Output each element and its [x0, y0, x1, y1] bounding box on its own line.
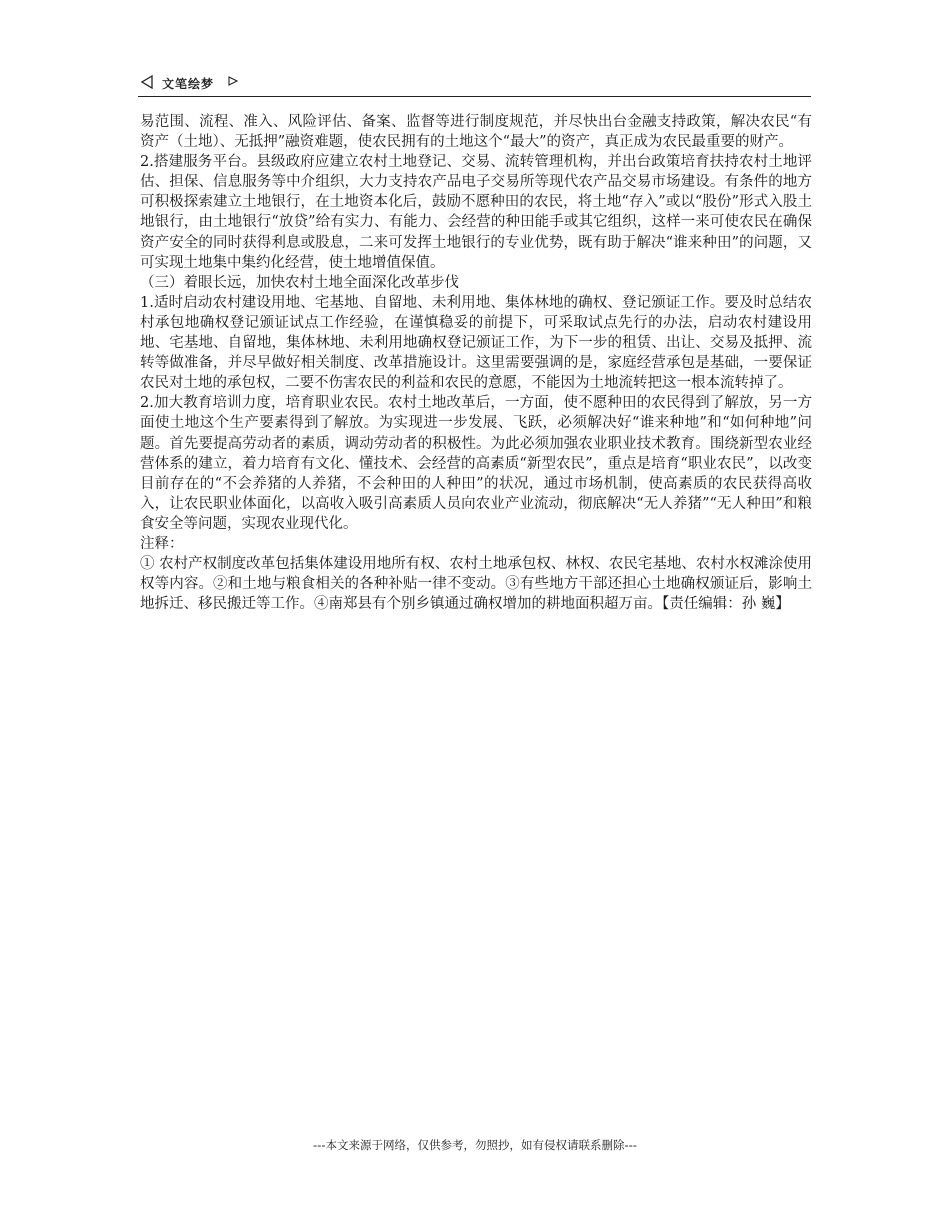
article-body — [140, 112, 812, 614]
paragraph: 2.搭建服务平台。县级政府应建立农村土地登记、交易、流转管理机构，并出台政策培育扶持农村土地评估、担保、信息服务等中介组织，大力支持农产品电子交易所等现代农产品交易市场建设。有条件的地方可积极探索建立土地银行，在土地资本化后，鼓励不愿种田的农民，将土地“存入”或以“股份”形式入股土地银行，由土地银行“放贷”给有实力、有能力、会经营的种田能手或其它组织，这样一来可使农民在确保资产安全的同时获得利息或股息，二来可发挥土地银行的专业优势，既有助于解决“谁来种田”的问题，又可实现土地集中集约化经营，使土地增值保值。 — [140, 154, 812, 271]
footer-disclaimer: ---本文来源于网络，仅供参考，勿照抄，如有侵权请联系删除--- — [313, 1138, 637, 1152]
triangle-right-icon — [228, 76, 238, 86]
notes-heading: 注释： — [140, 535, 184, 552]
paragraph: 易范围、流程、准入、风险评估、备案、监督等进行制度规范，并尽快出台金融支持政策，解决农民“有资产（土地）、无抵押”融资难题，使农民拥有的土地这个“最大”的资产，真正成为农民最重要的财产。 — [140, 114, 812, 151]
header-title: 文笔绘梦 — [162, 77, 215, 91]
section-heading: （三）着眼长远，加快农村土地全面深化改革步伐 — [140, 274, 459, 291]
triangle-left-icon — [140, 75, 154, 89]
page-header — [138, 70, 811, 97]
paragraph: 2.加大教育培训力度，培育职业农民。农村土地改革后，一方面，使不愿种田的农民得到了解放，另一方面使土地这个生产要素得到了解放。为实现进一步发展、飞跃，必须解决好“谁来种地”和“如何种地”问题。首先要提高劳动者的素质，调动劳动者的积极性。为此必须加强农业职业技术教育。围绕新型农业经营体系的建立，着力培育有文化、懂技术、会经营的高素质“新型农民”，重点是培育“职业农民”，以改变目前存在的“不会养猪的人养猪，不会种田的人种田”的状况，通过市场机制，使高素质的农民获得高收入，让农民职业体面化，以高收入吸引高素质人员向农业产业流动，彻底解决“无人养猪”“无人种田”和粮食安全等问题，实现农业现代化。 — [140, 395, 812, 532]
paragraph: 1.适时启动农村建设用地、宅基地、自留地、未利用地、集体林地的确权、登记颁证工作。要及时总结农村承包地确权登记颁证试点工作经验，在谨慎稳妥的前提下，可采取试点先行的办法，启动农村建设用地、宅基地、自留地，集体林地、未利用地确权登记颁证工作，为下一步的租赁、出让、交易及抵押、流转等做准备，并尽早做好相关制度、改革措施设计。这里需要强调的是，家庭经营承包是基础，一要保证农民对土地的承包权，二要不伤害农民的利益和农民的意愿，不能因为土地流转把这一根本流转掉了。 — [140, 294, 812, 392]
notes-text: ① 农村产权制度改革包括集体建设用地所有权、农村土地承包权、林权、农民宅基地、农村水权滩涂使用权等内容。②和土地与粮食相关的各种补贴一律不变动。③有些地方干部还担心土地确权颁证后，影响土地拆迁、移民搬迁等工作。④南郑县有个别乡镇通过确权增加的耕地面积超万亩。【责任编辑：孙 巍】 — [140, 556, 812, 613]
